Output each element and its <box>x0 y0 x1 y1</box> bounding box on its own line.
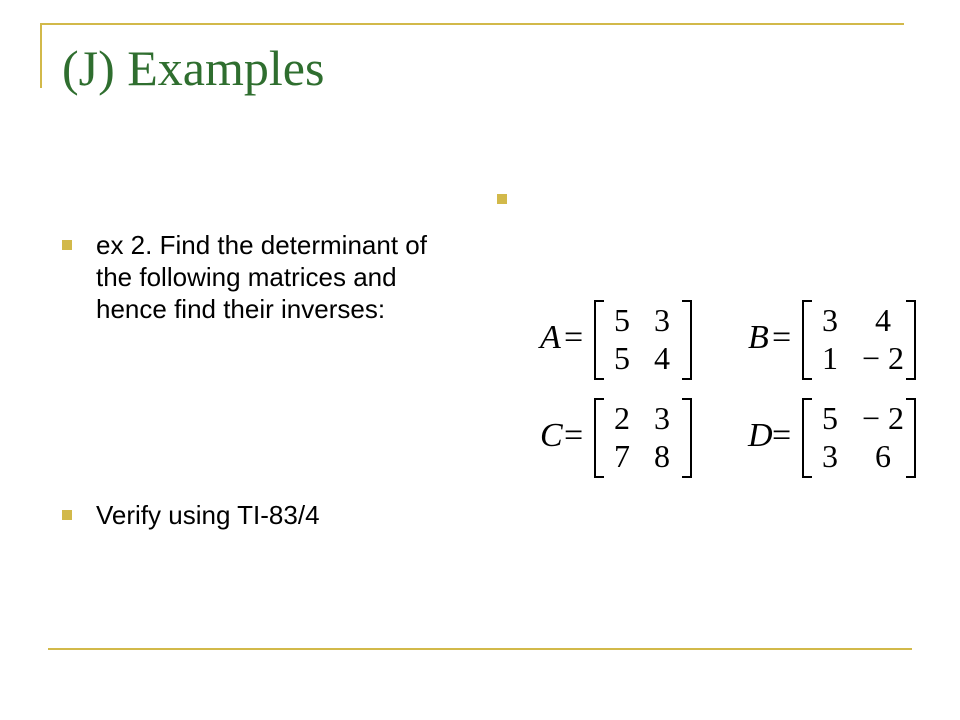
matrix-d <box>748 398 918 478</box>
matrix-d-cell: 6 <box>875 438 891 474</box>
matrix-a-cell: 5 <box>614 340 630 376</box>
slide-title: (J) Examples <box>62 40 325 96</box>
matrix-d-equals: = <box>772 417 792 454</box>
bullet-text-instructions: ex 2. Find the determinant of the following matrices and hence find their inverses: <box>96 230 427 324</box>
bullet-marker-empty <box>497 194 507 204</box>
matrix-d-right-bracket <box>906 398 916 478</box>
matrix-c-cell: 8 <box>654 438 670 474</box>
matrix-b-cell: 1 <box>822 340 838 376</box>
matrix-a-cell: 5 <box>614 302 630 338</box>
matrix-b-cell: 4 <box>875 302 891 338</box>
bullet-marker-1 <box>62 240 72 250</box>
matrix-d-name: D <box>748 417 773 454</box>
matrix-a-equals: = <box>564 319 584 356</box>
matrix-b-name: B <box>748 319 769 356</box>
matrix-c <box>540 398 690 478</box>
slide-frame-left-rule <box>40 23 42 88</box>
matrix-c-right-bracket <box>682 398 692 478</box>
matrix-a <box>540 300 690 380</box>
bullet-text-verify: Verify using TI-83/4 <box>96 500 320 530</box>
matrix-d-cell: 5 <box>822 400 838 436</box>
matrix-a-right-bracket <box>682 300 692 380</box>
matrix-c-cell: 7 <box>614 438 630 474</box>
matrix-d-cell: 3 <box>822 438 838 474</box>
matrix-b-equals: = <box>772 319 792 356</box>
slide-frame-top-rule <box>40 23 904 25</box>
matrix-b <box>748 300 918 380</box>
bullet-marker-2 <box>62 510 72 520</box>
matrix-a-cell: 3 <box>654 302 670 338</box>
matrix-c-cell: 2 <box>614 400 630 436</box>
matrix-a-name: A <box>540 319 561 356</box>
matrix-a-cell: 4 <box>654 340 670 376</box>
matrix-b-cell: − 2 <box>861 340 905 376</box>
matrix-c-name: C <box>540 417 563 454</box>
slide-frame-bottom-rule <box>48 648 912 650</box>
matrix-b-cell: 3 <box>822 302 838 338</box>
matrix-b-right-bracket <box>906 300 916 380</box>
matrix-c-equals: = <box>564 417 584 454</box>
matrix-c-cell: 3 <box>654 400 670 436</box>
matrix-d-cell: − 2 <box>861 400 905 436</box>
